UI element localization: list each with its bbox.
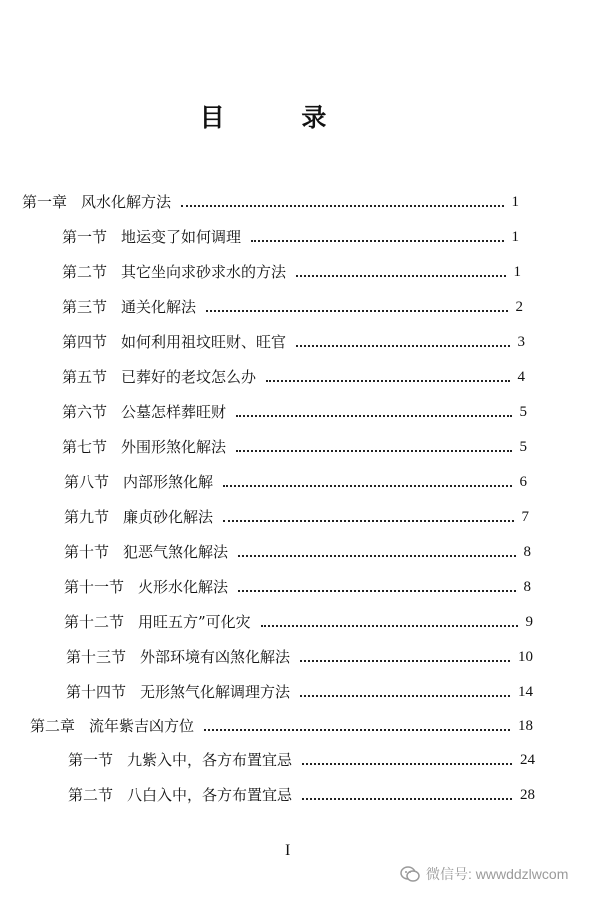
toc-text: 如何利用祖坟旺财、旺官 [121, 333, 287, 351]
dot-leader [300, 660, 510, 662]
toc-entry[interactable] [0, 361, 611, 387]
toc-number: 第十一节 [64, 578, 125, 596]
dot-leader [181, 205, 503, 207]
toc-text: 已葬好的老坟怎么办 [121, 368, 257, 386]
toc-entry[interactable] [0, 326, 611, 352]
toc-number: 第十三节 [66, 648, 127, 666]
toc-entry[interactable] [0, 396, 611, 422]
toc-text: 用旺五方”可化灾 [138, 613, 251, 631]
watermark [400, 864, 568, 884]
page-title: 目 录 [199, 103, 361, 132]
toc-page: 3 [517, 334, 525, 350]
toc-page: 8 [523, 544, 531, 560]
toc-number: 第六节 [62, 403, 108, 421]
toc-entry[interactable] [0, 676, 611, 702]
toc-number: 第九节 [64, 508, 110, 526]
toc-text: 内部形煞化解 [123, 473, 214, 491]
toc-page: 1 [511, 194, 519, 210]
toc-page: 18 [518, 718, 533, 734]
toc-text: 八白入中，各方布置宜忌 [127, 786, 293, 804]
toc-number: 第八节 [64, 473, 110, 491]
toc-page: 6 [519, 474, 527, 490]
page-number: I [285, 842, 291, 859]
toc-text: 流年紫吉凶方位 [89, 717, 195, 735]
toc-entry[interactable] [0, 779, 611, 805]
toc-number: 第一节 [68, 751, 114, 769]
toc-page: 10 [518, 649, 533, 665]
toc-page: 8 [523, 579, 531, 595]
toc-entry[interactable] [0, 466, 611, 492]
dot-leader [206, 310, 507, 312]
toc-entry[interactable] [0, 641, 611, 667]
toc-page: 1 [511, 229, 519, 245]
toc-number: 第三节 [62, 298, 108, 316]
toc-number: 第十四节 [66, 683, 127, 701]
toc-text: 犯恶气煞化解法 [123, 543, 229, 561]
toc-page: 24 [520, 752, 535, 768]
toc-page: 28 [520, 787, 535, 803]
toc-number: 第四节 [62, 333, 108, 351]
toc-entry[interactable] [0, 431, 611, 457]
toc-text: 地运变了如何调理 [121, 228, 242, 246]
dot-leader [238, 555, 515, 557]
toc-number: 第一章 [22, 193, 68, 211]
dot-leader [300, 695, 510, 697]
dot-leader [204, 729, 510, 731]
dot-leader [296, 345, 509, 347]
toc-number: 第二节 [68, 786, 114, 804]
dot-leader [223, 485, 511, 487]
toc-entry[interactable] [0, 501, 611, 527]
toc-text: 廉贞砂化解法 [123, 508, 214, 526]
toc-text: 公墓怎样葬旺财 [121, 403, 227, 421]
toc-entry[interactable] [0, 710, 611, 736]
toc-entry[interactable] [0, 606, 611, 632]
dot-leader [302, 798, 512, 800]
toc-page: 2 [515, 299, 523, 315]
dot-leader [223, 520, 513, 522]
dot-leader [302, 763, 512, 765]
toc-entry[interactable] [0, 256, 611, 282]
toc-number: 第一节 [62, 228, 108, 246]
dot-leader [238, 590, 515, 592]
toc-entry[interactable] [0, 221, 611, 247]
toc-number: 第五节 [62, 368, 108, 386]
dot-leader [251, 240, 503, 242]
toc-page: 14 [518, 684, 533, 700]
toc-page: 7 [521, 509, 529, 525]
toc-entry[interactable] [0, 186, 611, 212]
toc-entry[interactable] [0, 744, 611, 770]
toc-text: 火形水化解法 [138, 578, 229, 596]
toc-text: 外部环境有凶煞化解法 [140, 648, 291, 666]
dot-leader [236, 450, 511, 452]
toc-entry[interactable] [0, 571, 611, 597]
toc-entry[interactable] [0, 536, 611, 562]
toc-text: 外围形煞化解法 [121, 438, 227, 456]
dot-leader [261, 625, 518, 627]
toc-page: 9 [525, 614, 533, 630]
toc-number: 第十二节 [64, 613, 125, 631]
dot-leader [266, 380, 509, 382]
toc-text: 其它坐向求砂求水的方法 [121, 263, 287, 281]
toc-page: 1 [513, 264, 521, 280]
toc-number: 第二节 [62, 263, 108, 281]
toc-page: 4 [517, 369, 525, 385]
dot-leader [296, 275, 505, 277]
toc-number: 第二章 [30, 717, 76, 735]
toc-number: 第十节 [64, 543, 110, 561]
toc-number: 第七节 [62, 438, 108, 456]
toc-text: 无形煞气化解调理方法 [140, 683, 291, 701]
toc-text: 通关化解法 [121, 298, 197, 316]
toc-text: 九紫入中，各方布置宜忌 [127, 751, 293, 769]
toc-entry[interactable] [0, 291, 611, 317]
dot-leader [236, 415, 511, 417]
toc-text: 风水化解方法 [81, 193, 172, 211]
watermark-text: 微信号: wwwddzlwcom [426, 866, 569, 882]
wechat-icon [400, 866, 420, 882]
toc-page: 5 [519, 439, 527, 455]
toc-page: 5 [519, 404, 527, 420]
